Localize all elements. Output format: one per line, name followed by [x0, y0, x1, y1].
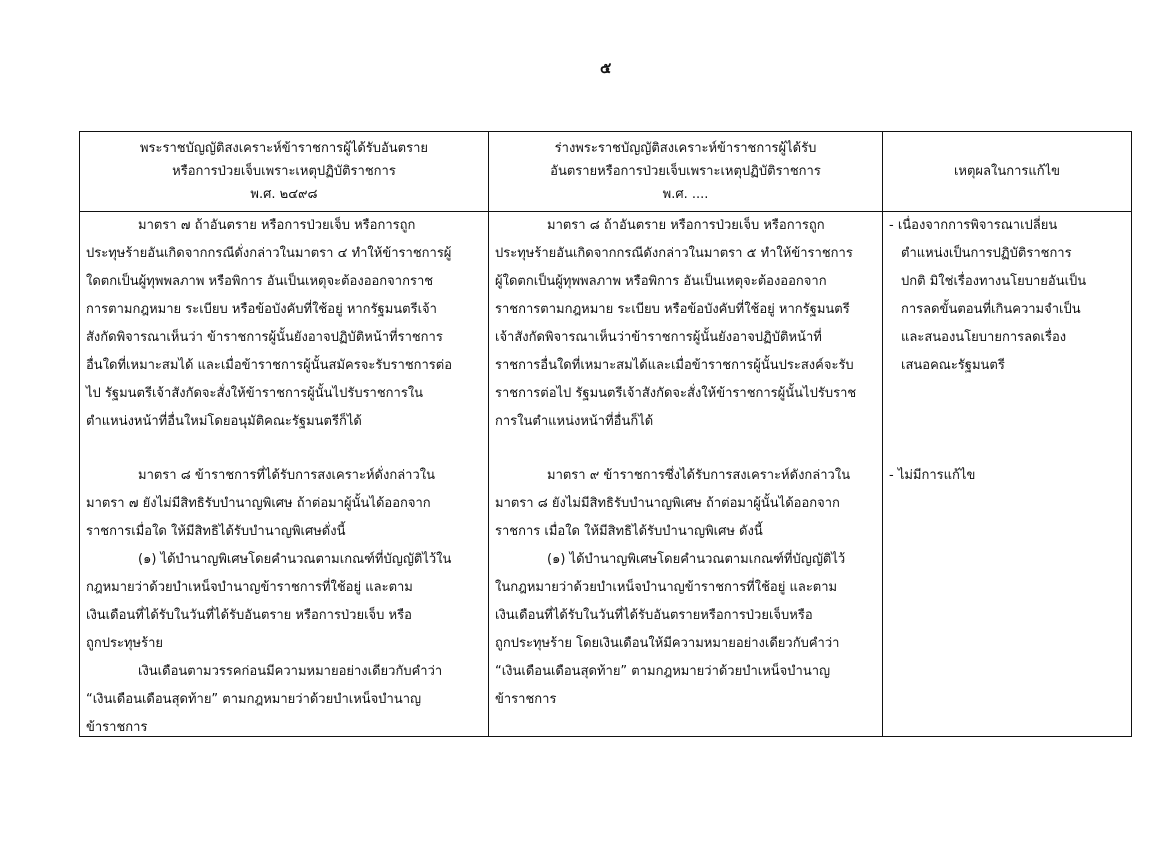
header-line: หรือการป่วยเจ็บเพราะเหตุปฏิบัติราชการ	[172, 164, 396, 179]
header-line: เหตุผลในการแก้ไข	[953, 164, 1061, 179]
text-line: มาตรา ๘ ถ้าอันตราย หรือการป่วยเจ็บ หรือการถูก	[547, 218, 825, 233]
column-reasons	[882, 132, 1131, 736]
text-line: ผู้ใดตกเป็นผู้ทุพพลภาพ หรือพิการ อันเป็นเหตุจะต้องออกจาก	[495, 274, 827, 289]
header-draft-act	[489, 132, 882, 212]
text-line: มาตรา ๗ ถ้าอันตราย หรือการป่วยเจ็บ หรือการถูก	[138, 218, 416, 233]
column-draft-act	[488, 132, 882, 736]
text-line: สังกัดพิจารณาเห็นว่า ข้าราชการผู้นั้นยังอาจปฏิบัติหน้าที่ราชการ	[86, 330, 443, 345]
text-line: (๑) ได้บำนาญพิเศษโดยคำนวณตามเกณฑ์ที่บัญญัติไว้	[547, 552, 846, 567]
column-current-act	[80, 132, 488, 736]
text-line: ปกติ มิใช่เรื่องทางนโยบายอันเป็น	[901, 274, 1087, 289]
text-line: ราชการอื่นใดที่เหมาะสมได้และเมื่อข้าราชการผู้นั้นประสงค์จะรับ	[495, 358, 854, 373]
header-line: อันตรายหรือการป่วยเจ็บเพราะเหตุปฏิบัติราชการ	[550, 164, 821, 179]
text-line: กฎหมายว่าด้วยบำเหน็จบำนาญข้าราชการที่ใช้อยู่ และตาม	[86, 580, 413, 595]
text-line: ตำแหน่งหน้าที่อื่นใหม่โดยอนุมัติคณะรัฐมนตรีก็ได้	[86, 414, 362, 429]
text-line: - ไม่มีการแก้ไข	[889, 468, 976, 483]
text-line: มาตรา ๗ ยังไม่มีสิทธิรับบำนาญพิเศษ ถ้าต่อมาผู้นั้นได้ออกจาก	[86, 496, 431, 511]
text-line: อื่นใดที่เหมาะสมได้ และเมื่อข้าราชการผู้นั้นสมัครจะรับราชการต่อ	[86, 358, 453, 373]
text-line: เสนอคณะรัฐมนตรี	[901, 358, 1005, 373]
text-line: การตามกฎหมาย ระเบียบ หรือข้อบังคับที่ใช้อยู่ หากรัฐมนตรีเจ้า	[86, 302, 437, 317]
text-line: ราชการ เมื่อใด ให้มีสิทธิได้รับบำนาญพิเศษ ดังนี้	[495, 524, 763, 539]
comparison-table	[79, 131, 1132, 737]
text-line: ราชการเมื่อใด ให้มีสิทธิได้รับบำนาญพิเศษดั่งนี้	[86, 524, 346, 539]
text-line: ประทุษร้ายอันเกิดจากกรณีดั่งกล่าวในมาตรา ๔ ทำให้ข้าราชการผู้	[86, 246, 452, 261]
text-line: ใดตกเป็นผู้ทุพพลภาพ หรือพิการ อันเป็นเหตุจะต้องออกจากราช	[86, 274, 434, 289]
header-current-act	[80, 132, 488, 212]
header-line: ร่างพระราชบัญญัติสงเคราะห์ข้าราชการผู้ได้รับ	[554, 141, 817, 156]
text-line: เจ้าสังกัดพิจารณาเห็นว่าข้าราชการผู้นั้นยังอาจปฏิบัติหน้าที่	[495, 330, 822, 345]
text-line: ไป รัฐมนตรีเจ้าสังกัดจะสั่งให้ข้าราชการผู้นั้นไปรับราชการใน	[86, 386, 424, 401]
text-line: มาตรา ๘ ข้าราชการที่ได้รับการสงเคราะห์ดั่งกล่าวใน	[138, 468, 435, 483]
text-line: การลดขั้นตอนที่เกินความจำเป็น	[901, 302, 1081, 317]
text-line: และสนองนโยบายการลดเรื่อง	[901, 330, 1067, 345]
text-line: เงินเดือนที่ได้รับในวันที่ได้รับอันตราย หรือการป่วยเจ็บ หรือ	[86, 608, 412, 623]
text-line: - เนื่องจากการพิจารณาเปลี่ยน	[889, 218, 1058, 233]
text-line: ราชการต่อไป รัฐมนตรีเจ้าสังกัดจะสั่งให้ข้าราชการผู้นั้นไปรับราช	[495, 386, 857, 401]
text-line: มาตรา ๙ ข้าราชการซึ่งได้รับการสงเคราะห์ดังกล่าวใน	[547, 468, 851, 483]
text-line: ราชการตามกฎหมาย ระเบียบ หรือข้อบังคับที่ใช้อยู่ หากรัฐมนตรี	[495, 302, 850, 317]
text-line: ในกฎหมายว่าด้วยบำเหน็จบำนาญข้าราชการที่ใช้อยู่ และตาม	[495, 580, 838, 595]
text-line: ข้าราชการ	[86, 720, 148, 735]
text-line: ถูกประทุษร้าย โดยเงินเดือนให้มีความหมายอย่างเดียวกับคำว่า	[495, 636, 840, 651]
text-line: ตำแหน่งเป็นการปฏิบัติราชการ	[901, 246, 1072, 261]
text-line: เงินเดือนที่ได้รับในวันที่ได้รับอันตรายหรือการป่วยเจ็บหรือ	[495, 608, 813, 623]
text-line: เงินเดือนตามวรรคก่อนมีความหมายอย่างเดียวกับคำว่า	[138, 664, 443, 679]
text-line: “เงินเดือนเดือนสุดท้าย” ตามกฎหมายว่าด้วยบำเหน็จบำนาญ	[86, 692, 422, 707]
text-line: ข้าราชการ	[495, 692, 557, 707]
text-line: ประทุษร้ายอันเกิดจากกรณีดังกล่าวในมาตรา ๕ ทำให้ข้าราชการ	[495, 246, 853, 261]
page-number: ๕	[600, 59, 612, 77]
header-reasons	[883, 132, 1131, 212]
text-line: มาตรา ๘ ยังไม่มีสิทธิรับบำนาญพิเศษ ถ้าต่อมาผู้นั้นได้ออกจาก	[495, 496, 840, 511]
header-line: พระราชบัญญัติสงเคราะห์ข้าราชการผู้ได้รับอันตราย	[139, 141, 429, 156]
text-line: ถูกประทุษร้าย	[86, 636, 163, 651]
header-line: พ.ศ. ๒๔๙๘	[250, 187, 318, 202]
text-line: การในตำแหน่งหน้าที่อื่นก็ได้	[495, 414, 654, 429]
header-line: พ.ศ. ....	[662, 187, 709, 202]
text-line: “เงินเดือนเดือนสุดท้าย” ตามกฎหมายว่าด้วยบำเหน็จบำนาญ	[495, 664, 831, 679]
text-line: (๑) ได้บำนาญพิเศษโดยคำนวณตามเกณฑ์ที่บัญญัติไว้ใน	[138, 552, 452, 567]
